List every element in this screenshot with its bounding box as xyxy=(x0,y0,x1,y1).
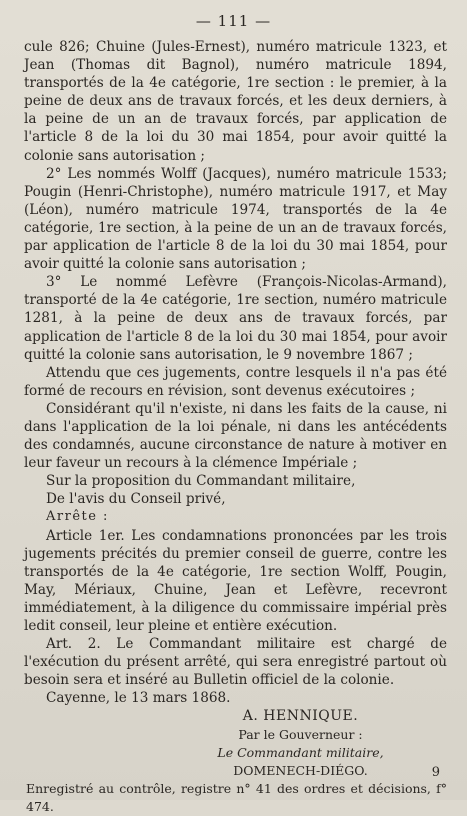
enregistrement-note: Enregistré au contrôle, registre n° 41 des ordres et décisions, f° 474. xyxy=(26,780,447,814)
commandant-name: DOMENECH-DIÉGO. xyxy=(233,762,368,778)
place-date: Cayenne, le 13 mars 1868. xyxy=(46,690,231,707)
paragraph-proposition: Sur la proposition du Commandant militaire, xyxy=(46,473,356,490)
paragraph-considerant: Considérant qu'il n'existe, ni dans les faits de la cause, ni dans l'application de la loi pénale, ni dans les antécédents des condamnés, aucune circonstance de nature à motiver en leur faveur un recours à la clémence Impériale ; xyxy=(24,400,447,472)
paragraph-avis: De l'avis du Conseil privé, xyxy=(46,491,226,508)
commandant-title: Le Commandant militaire, xyxy=(217,744,384,760)
page-number: 9 xyxy=(431,765,440,780)
paragraph-1: cule 826; Chuine (Jules-Ernest), numéro matricule 1323, et Jean (Thomas dit Bagnol), numéro matricule 1894, transportés de la 4e catégorie, 1re section : le premier, à la peine de deux ans de travaux forcés, et les deux derniers, à la peine de un an de travaux forcés, par application de l'article 8 de la loi du 30 mai 1854, pour avoir quitté la colonie sans autorisation ; xyxy=(24,39,447,164)
par-le-gouverneur: Par le Gouverneur : xyxy=(238,726,363,742)
document-body xyxy=(24,38,447,816)
paragraph-3: 3° Le nommé Lefèvre (François-Nicolas-Armand), transporté de la 4e catégorie, 1re section, numéro matricule 1281, à la peine de deux ans de travaux forcés, par application de l'article 8 de la loi du 30 mai 1854, pour avoir quitté la colonie sans autorisation, le 9 novembre 1867 ; xyxy=(24,274,447,363)
signature: A. HENNIQUE. xyxy=(242,708,359,725)
page-header: — 111 — xyxy=(195,12,272,30)
article-1: Article 1er. Les condamnations prononcées par les trois jugements précités du premier conseil de guerre, contre les transportés de la 4e catégorie, 1re section Wolff, Pougin, May, Mériaux, Chuine, Jean et Lefèvre, recevront immédiatement, à la diligence du commissaire impérial près ledit conseil, leur pleine et entière exécution. xyxy=(24,527,447,634)
article-2: Art. 2. Le Commandant militaire est chargé de l'exécution du présent arrêté, qui sera enregistré partout où besoin sera et inséré au Bulletin officiel de la colonie. xyxy=(24,636,447,689)
paragraph-2: 2° Les nommés Wolff (Jacques), numéro matricule 1533; Pougin (Henri-Christophe), numéro matricule 1917, et May (Léon), numéro matricule 1974, transportés de la 4e catégorie, 1re section, à la peine de un an de travaux forcés, par application de l'article 8 de la loi du 30 mai 1854, pour avoir quitté la colonie sans autorisation ; xyxy=(24,165,447,273)
arrete-label: Arrête : xyxy=(46,509,109,525)
paragraph-attendu: Attendu que ces jugements, contre lesquels il n'a pas été formé de recours en révision, sont devenus exécutoires ; xyxy=(24,364,447,399)
